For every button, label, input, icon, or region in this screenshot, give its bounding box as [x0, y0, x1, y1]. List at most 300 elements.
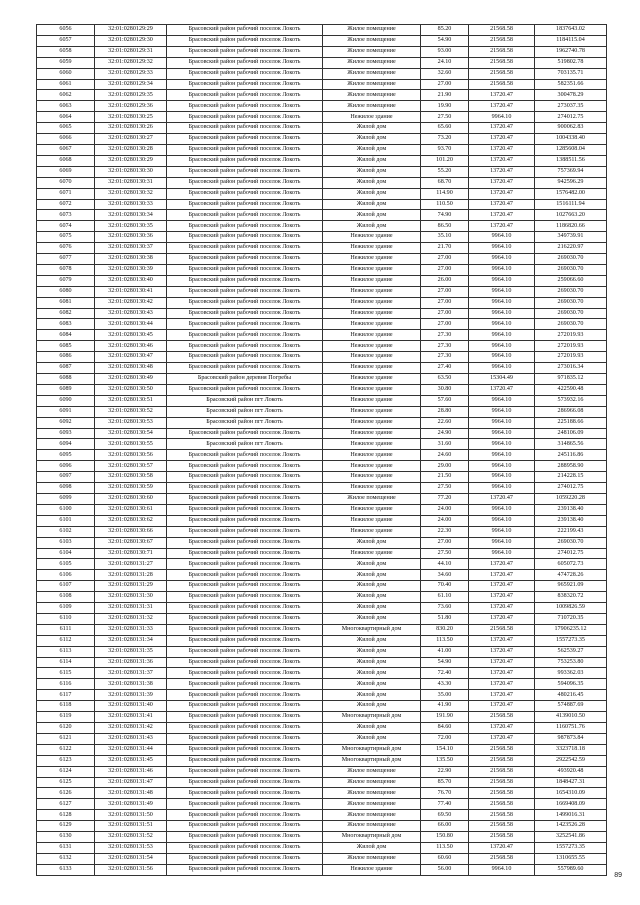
object-type-cell: Жилой дом: [323, 134, 421, 145]
address-cell: Брасовский район пгт Локоть: [167, 406, 323, 417]
object-type-cell: Жилой дом: [323, 581, 421, 592]
address-cell: Брасовский район деревня Погребы: [167, 374, 323, 385]
address-cell: Брасовский район рабочий поселок Локоть: [167, 330, 323, 341]
object-type-cell: Нежилое здание: [323, 450, 421, 461]
row-number-cell: 6121: [37, 733, 95, 744]
object-type-cell: Жилой дом: [323, 842, 421, 853]
rate-cell: 9964.10: [469, 483, 535, 494]
address-cell: Брасовский район рабочий поселок Локоть: [167, 57, 323, 68]
table-row: [37, 352, 607, 363]
cadastral-number-cell: 32:01:0280129:32: [95, 57, 167, 68]
row-number-cell: 6117: [37, 690, 95, 701]
row-number-cell: 6096: [37, 461, 95, 472]
rate-cell: 13720.47: [469, 613, 535, 624]
area-cell: 21.90: [421, 90, 469, 101]
area-cell: 41.00: [421, 646, 469, 657]
row-number-cell: 6074: [37, 221, 95, 232]
address-cell: Брасовский район рабочий поселок Локоть: [167, 690, 323, 701]
address-cell: Брасовский район рабочий поселок Локоть: [167, 537, 323, 548]
table-row: [37, 821, 607, 832]
object-type-cell: Жилой дом: [323, 668, 421, 679]
table-row: [37, 624, 607, 635]
rate-cell: 13720.47: [469, 559, 535, 570]
row-number-cell: 6106: [37, 570, 95, 581]
table-row: [37, 755, 607, 766]
row-number-cell: 6093: [37, 428, 95, 439]
cadastral-number-cell: 32:01:0280130:25: [95, 112, 167, 123]
cadastral-value-cell: 300478.29: [535, 90, 607, 101]
address-cell: Брасовский район рабочий поселок Локоть: [167, 275, 323, 286]
rate-cell: 21568.58: [469, 853, 535, 864]
address-cell: Брасовский район рабочий поселок Локоть: [167, 46, 323, 57]
object-type-cell: Нежилое здание: [323, 461, 421, 472]
area-cell: 27.00: [421, 264, 469, 275]
table-row: [37, 723, 607, 734]
row-number-cell: 6092: [37, 417, 95, 428]
area-cell: 27.30: [421, 352, 469, 363]
cadastral-number-cell: 32:01:0280129:31: [95, 46, 167, 57]
cadastral-number-cell: 32:01:0280131:27: [95, 559, 167, 570]
object-type-cell: Жилое помещение: [323, 853, 421, 864]
object-type-cell: Нежилое здание: [323, 352, 421, 363]
table-row: [37, 635, 607, 646]
row-number-cell: 6113: [37, 646, 95, 657]
object-type-cell: Нежилое здание: [323, 363, 421, 374]
object-type-cell: Жилой дом: [323, 690, 421, 701]
table-row: [37, 864, 607, 875]
object-type-cell: Жилой дом: [323, 657, 421, 668]
rate-cell: 13720.47: [469, 166, 535, 177]
cadastral-number-cell: 32:01:0280130:42: [95, 297, 167, 308]
table-row: [37, 603, 607, 614]
address-cell: Брасовский район рабочий поселок Локоть: [167, 232, 323, 243]
area-cell: 22.90: [421, 766, 469, 777]
object-type-cell: Нежилое здание: [323, 264, 421, 275]
table-row: [37, 112, 607, 123]
rate-cell: 21568.58: [469, 799, 535, 810]
cadastral-number-cell: 32:01:0280131:39: [95, 690, 167, 701]
object-type-cell: Нежилое здание: [323, 417, 421, 428]
rate-cell: 13720.47: [469, 123, 535, 134]
object-type-cell: Жилое помещение: [323, 788, 421, 799]
table-row: [37, 832, 607, 843]
row-number-cell: 6086: [37, 352, 95, 363]
rate-cell: 13720.47: [469, 199, 535, 210]
object-type-cell: Жилой дом: [323, 559, 421, 570]
area-cell: 63.50: [421, 374, 469, 385]
rate-cell: 13720.47: [469, 581, 535, 592]
rate-cell: 21568.58: [469, 744, 535, 755]
row-number-cell: 6098: [37, 483, 95, 494]
table-row: [37, 177, 607, 188]
cadastral-number-cell: 32:01:0280131:34: [95, 635, 167, 646]
area-cell: 85.20: [421, 25, 469, 36]
cadastral-number-cell: 32:01:0280131:54: [95, 853, 167, 864]
row-number-cell: 6065: [37, 123, 95, 134]
object-type-cell: Жилой дом: [323, 199, 421, 210]
object-type-cell: Жилой дом: [323, 188, 421, 199]
address-cell: Брасовский район рабочий поселок Локоть: [167, 733, 323, 744]
area-cell: 35.00: [421, 690, 469, 701]
object-type-cell: Нежилое здание: [323, 254, 421, 265]
cadastral-value-cell: 269030.70: [535, 319, 607, 330]
table-row: [37, 384, 607, 395]
area-cell: 27.50: [421, 548, 469, 559]
object-type-cell: Многоквартирный дом: [323, 744, 421, 755]
cadastral-number-cell: 32:01:0280130:32: [95, 188, 167, 199]
object-type-cell: Нежилое здание: [323, 472, 421, 483]
table-row: [37, 155, 607, 166]
object-type-cell: Жилой дом: [323, 701, 421, 712]
area-cell: 70.40: [421, 581, 469, 592]
object-type-cell: Нежилое здание: [323, 341, 421, 352]
cadastral-value-cell: 703135.71: [535, 68, 607, 79]
rate-cell: 9964.10: [469, 504, 535, 515]
row-number-cell: 6061: [37, 79, 95, 90]
area-cell: 24.00: [421, 515, 469, 526]
address-cell: Брасовский район рабочий поселок Локоть: [167, 35, 323, 46]
object-type-cell: Жилое помещение: [323, 46, 421, 57]
row-number-cell: 6128: [37, 810, 95, 821]
cadastral-number-cell: 32:01:0280130:66: [95, 526, 167, 537]
area-cell: 22.60: [421, 417, 469, 428]
rate-cell: 9964.10: [469, 341, 535, 352]
object-type-cell: Жилое помещение: [323, 25, 421, 36]
row-number-cell: 6066: [37, 134, 95, 145]
cadastral-value-cell: 993362.03: [535, 668, 607, 679]
address-cell: Брасовский район рабочий поселок Локоть: [167, 799, 323, 810]
area-cell: 114.90: [421, 188, 469, 199]
cadastral-value-cell: 225188.66: [535, 417, 607, 428]
address-cell: Брасовский район рабочий поселок Локоть: [167, 821, 323, 832]
rate-cell: 13720.47: [469, 177, 535, 188]
cadastral-number-cell: 32:01:0280131:41: [95, 712, 167, 723]
rate-cell: 13720.47: [469, 155, 535, 166]
cadastral-number-cell: 32:01:0280130:61: [95, 504, 167, 515]
rate-cell: 21568.58: [469, 821, 535, 832]
area-cell: 135.50: [421, 755, 469, 766]
address-cell: Брасовский район рабочий поселок Локоть: [167, 657, 323, 668]
rate-cell: 13720.47: [469, 592, 535, 603]
area-cell: 56.00: [421, 864, 469, 875]
area-cell: 57.60: [421, 395, 469, 406]
cadastral-value-cell: 1557273.35: [535, 842, 607, 853]
cadastral-number-cell: 32:01:0280131:38: [95, 679, 167, 690]
cadastral-value-cell: 1837643.02: [535, 25, 607, 36]
object-type-cell: Нежилое здание: [323, 504, 421, 515]
cadastral-number-cell: 32:01:0280130:47: [95, 352, 167, 363]
address-cell: Брасовский район рабочий поселок Локоть: [167, 461, 323, 472]
cadastral-value-cell: 1009826.59: [535, 603, 607, 614]
rate-cell: 21568.58: [469, 777, 535, 788]
rate-cell: 9964.10: [469, 515, 535, 526]
cadastral-number-cell: 32:01:0280131:40: [95, 701, 167, 712]
table-row: [37, 57, 607, 68]
area-cell: 84.60: [421, 723, 469, 734]
table-row: [37, 25, 607, 36]
row-number-cell: 6079: [37, 275, 95, 286]
object-type-cell: Жилое помещение: [323, 493, 421, 504]
rate-cell: 21568.58: [469, 788, 535, 799]
row-number-cell: 6073: [37, 210, 95, 221]
rate-cell: 9964.10: [469, 319, 535, 330]
area-cell: 54.90: [421, 657, 469, 668]
table-row: [37, 712, 607, 723]
cadastral-value-cell: 422590.48: [535, 384, 607, 395]
table-row: [37, 35, 607, 46]
area-cell: 65.60: [421, 123, 469, 134]
rate-cell: 13720.47: [469, 635, 535, 646]
cadastral-value-cell: 272019.93: [535, 352, 607, 363]
row-number-cell: 6059: [37, 57, 95, 68]
address-cell: Брасовский район рабочий поселок Локоть: [167, 810, 323, 821]
rate-cell: 21568.58: [469, 79, 535, 90]
cadastral-value-cell: 259066.60: [535, 275, 607, 286]
area-cell: 86.50: [421, 221, 469, 232]
address-cell: Брасовский район рабочий поселок Локоть: [167, 177, 323, 188]
table-row: [37, 221, 607, 232]
cadastral-value-cell: 272019.93: [535, 341, 607, 352]
area-cell: 27.30: [421, 341, 469, 352]
cadastral-value-cell: 838320.72: [535, 592, 607, 603]
cadastral-number-cell: 32:01:0280130:53: [95, 417, 167, 428]
object-type-cell: Нежилое здание: [323, 232, 421, 243]
object-type-cell: Жилой дом: [323, 603, 421, 614]
area-cell: 19.90: [421, 101, 469, 112]
object-type-cell: Жилой дом: [323, 723, 421, 734]
rate-cell: 13720.47: [469, 144, 535, 155]
cadastral-number-cell: 32:01:0280131:36: [95, 657, 167, 668]
row-number-cell: 6132: [37, 853, 95, 864]
object-type-cell: Жилой дом: [323, 570, 421, 581]
cadastral-value-cell: 557989.60: [535, 864, 607, 875]
cadastral-value-cell: 594096.35: [535, 679, 607, 690]
address-cell: Брасовский район рабочий поселок Локоть: [167, 264, 323, 275]
table-row: [37, 188, 607, 199]
cadastral-value-cell: 757369.94: [535, 166, 607, 177]
object-type-cell: Жилой дом: [323, 144, 421, 155]
cadastral-value-cell: 1059220.28: [535, 493, 607, 504]
table-row: [37, 68, 607, 79]
table-row: [37, 341, 607, 352]
cadastral-number-cell: 32:01:0280130:33: [95, 199, 167, 210]
rate-cell: 13720.47: [469, 570, 535, 581]
area-cell: 24.60: [421, 450, 469, 461]
cadastral-value-cell: 965921.09: [535, 581, 607, 592]
table-row: [37, 559, 607, 570]
address-cell: Брасовский район рабочий поселок Локоть: [167, 853, 323, 864]
table-row: [37, 417, 607, 428]
rate-cell: 9964.10: [469, 254, 535, 265]
row-number-cell: 6058: [37, 46, 95, 57]
rate-cell: 21568.58: [469, 832, 535, 843]
address-cell: Брасовский район рабочий поселок Локоть: [167, 123, 323, 134]
address-cell: Брасовский район рабочий поселок Локоть: [167, 592, 323, 603]
area-cell: 27.00: [421, 319, 469, 330]
cadastral-number-cell: 32:01:0280130:31: [95, 177, 167, 188]
object-type-cell: Жилое помещение: [323, 821, 421, 832]
cadastral-number-cell: 32:01:0280130:49: [95, 374, 167, 385]
row-number-cell: 6097: [37, 472, 95, 483]
object-type-cell: Жилое помещение: [323, 766, 421, 777]
rate-cell: 9964.10: [469, 308, 535, 319]
rate-cell: 13720.47: [469, 384, 535, 395]
address-cell: Брасовский район пгт Локоть: [167, 439, 323, 450]
area-cell: 110.50: [421, 199, 469, 210]
object-type-cell: Жилое помещение: [323, 777, 421, 788]
address-cell: Брасовский район рабочий поселок Локоть: [167, 570, 323, 581]
area-cell: 73.20: [421, 134, 469, 145]
rate-cell: 9964.10: [469, 352, 535, 363]
row-number-cell: 6129: [37, 821, 95, 832]
address-cell: Брасовский район рабочий поселок Локоть: [167, 864, 323, 875]
rate-cell: 13720.47: [469, 690, 535, 701]
object-type-cell: Нежилое здание: [323, 406, 421, 417]
rate-cell: 21568.58: [469, 624, 535, 635]
cadastral-number-cell: 32:01:0280131:33: [95, 624, 167, 635]
row-number-cell: 6114: [37, 657, 95, 668]
address-cell: Брасовский район рабочий поселок Локоть: [167, 701, 323, 712]
area-cell: 54.90: [421, 35, 469, 46]
cadastral-number-cell: 32:01:0280131:45: [95, 755, 167, 766]
area-cell: 22.30: [421, 526, 469, 537]
cadastral-value-cell: 239138.40: [535, 504, 607, 515]
cadastral-value-cell: 562539.27: [535, 646, 607, 657]
address-cell: Брасовский район рабочий поселок Локоть: [167, 341, 323, 352]
cadastral-number-cell: 32:01:0280130:54: [95, 428, 167, 439]
cadastral-value-cell: 753253.80: [535, 657, 607, 668]
object-type-cell: Нежилое здание: [323, 439, 421, 450]
cadastral-value-cell: 1576482.00: [535, 188, 607, 199]
address-cell: Брасовский район рабочий поселок Локоть: [167, 712, 323, 723]
address-cell: Брасовский район рабочий поселок Локоть: [167, 679, 323, 690]
table-row: [37, 232, 607, 243]
rate-cell: 21568.58: [469, 35, 535, 46]
area-cell: 73.60: [421, 603, 469, 614]
cadastral-value-cell: 2922542.59: [535, 755, 607, 766]
address-cell: Брасовский район рабочий поселок Локоть: [167, 254, 323, 265]
address-cell: Брасовский район рабочий поселок Локоть: [167, 25, 323, 36]
cadastral-value-cell: 1499016.31: [535, 810, 607, 821]
area-cell: 24.00: [421, 504, 469, 515]
cadastral-value-cell: 3323718.18: [535, 744, 607, 755]
area-cell: 60.60: [421, 853, 469, 864]
address-cell: Брасовский район рабочий поселок Локоть: [167, 210, 323, 221]
cadastral-number-cell: 32:01:0280131:48: [95, 788, 167, 799]
area-cell: 28.80: [421, 406, 469, 417]
address-cell: Брасовский район рабочий поселок Локоть: [167, 832, 323, 843]
row-number-cell: 6076: [37, 243, 95, 254]
table-row: [37, 46, 607, 57]
table-row: [37, 90, 607, 101]
rate-cell: 13720.47: [469, 733, 535, 744]
object-type-cell: Жилое помещение: [323, 90, 421, 101]
row-number-cell: 6125: [37, 777, 95, 788]
address-cell: Брасовский район рабочий поселок Локоть: [167, 308, 323, 319]
table-row: [37, 799, 607, 810]
table-row: [37, 450, 607, 461]
cadastral-value-cell: 349739.91: [535, 232, 607, 243]
area-cell: 101.20: [421, 155, 469, 166]
cadastral-value-cell: 248106.09: [535, 428, 607, 439]
rate-cell: 13720.47: [469, 210, 535, 221]
object-type-cell: Нежилое здание: [323, 374, 421, 385]
address-cell: Брасовский район рабочий поселок Локоть: [167, 842, 323, 853]
address-cell: Брасовский район рабочий поселок Локоть: [167, 548, 323, 559]
address-cell: Брасовский район рабочий поселок Локоть: [167, 515, 323, 526]
cadastral-value-cell: 286966.08: [535, 406, 607, 417]
area-cell: 32.60: [421, 68, 469, 79]
cadastral-value-cell: 1004338.40: [535, 134, 607, 145]
area-cell: 29.00: [421, 461, 469, 472]
row-number-cell: 6115: [37, 668, 95, 679]
address-cell: Брасовский район рабочий поселок Локоть: [167, 384, 323, 395]
cadastral-number-cell: 32:01:0280130:34: [95, 210, 167, 221]
cadastral-number-cell: 32:01:0280130:40: [95, 275, 167, 286]
rate-cell: 9964.10: [469, 472, 535, 483]
rate-cell: 21568.58: [469, 810, 535, 821]
rate-cell: 21568.58: [469, 68, 535, 79]
cadastral-number-cell: 32:01:0280131:51: [95, 821, 167, 832]
table-row: [37, 79, 607, 90]
cadastral-value-cell: 222199.43: [535, 526, 607, 537]
cadastral-value-cell: 605072.73: [535, 559, 607, 570]
property-table: [36, 24, 607, 876]
cadastral-number-cell: 32:01:0280131:47: [95, 777, 167, 788]
cadastral-value-cell: 573932.16: [535, 395, 607, 406]
area-cell: 31.60: [421, 439, 469, 450]
table-row: [37, 526, 607, 537]
area-cell: 30.80: [421, 384, 469, 395]
row-number-cell: 6120: [37, 723, 95, 734]
cadastral-value-cell: 971835.12: [535, 374, 607, 385]
address-cell: Брасовский район рабочий поселок Локоть: [167, 668, 323, 679]
row-number-cell: 6123: [37, 755, 95, 766]
cadastral-number-cell: 32:01:0280130:62: [95, 515, 167, 526]
address-cell: Брасовский район рабочий поселок Локоть: [167, 319, 323, 330]
address-cell: Брасовский район рабочий поселок Локоть: [167, 79, 323, 90]
cadastral-number-cell: 32:01:0280129:36: [95, 101, 167, 112]
address-cell: Брасовский район рабочий поселок Локоть: [167, 788, 323, 799]
table-row: [37, 515, 607, 526]
cadastral-number-cell: 32:01:0280130:46: [95, 341, 167, 352]
object-type-cell: Нежилое здание: [323, 526, 421, 537]
area-cell: 27.00: [421, 79, 469, 90]
cadastral-number-cell: 32:01:0280130:28: [95, 144, 167, 155]
table-row: [37, 264, 607, 275]
table-row: [37, 308, 607, 319]
area-cell: 191.90: [421, 712, 469, 723]
area-cell: 154.10: [421, 744, 469, 755]
area-cell: 21.50: [421, 472, 469, 483]
cadastral-value-cell: 4139010.50: [535, 712, 607, 723]
table-row: [37, 493, 607, 504]
rate-cell: 9964.10: [469, 395, 535, 406]
address-cell: Брасовский район рабочий поселок Локоть: [167, 68, 323, 79]
object-type-cell: Многоквартирный дом: [323, 712, 421, 723]
row-number-cell: 6060: [37, 68, 95, 79]
rate-cell: 9964.10: [469, 526, 535, 537]
address-cell: Брасовский район рабочий поселок Локоть: [167, 363, 323, 374]
area-cell: 93.00: [421, 46, 469, 57]
rate-cell: 21568.58: [469, 46, 535, 57]
area-cell: 43.30: [421, 679, 469, 690]
table-row: [37, 210, 607, 221]
row-number-cell: 6087: [37, 363, 95, 374]
table-row: [37, 286, 607, 297]
row-number-cell: 6101: [37, 515, 95, 526]
object-type-cell: Нежилое здание: [323, 112, 421, 123]
